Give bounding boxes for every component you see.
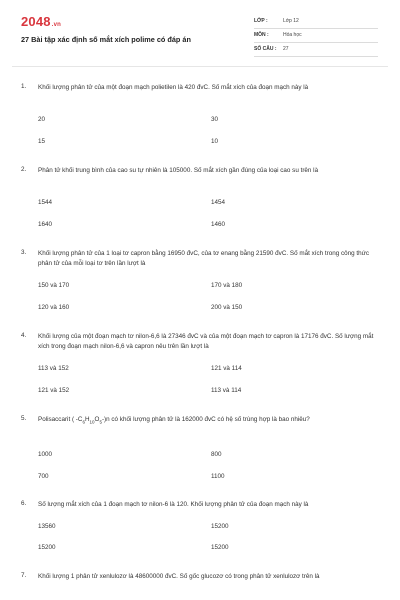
question-text: Phân tử khối trung bình của cao su tự nhiên là 105000. Số mắt xích gần đúng của loại cao su trên là — [38, 167, 319, 174]
option-b[interactable]: 30 — [211, 116, 219, 123]
meta-row-class — [254, 15, 378, 29]
question-text-part: H — [84, 416, 90, 423]
option-c[interactable]: 15200 — [38, 544, 56, 551]
question-text: Khối lượng 1 phân tử xenlulozơ là 48600000 đvC. Số gốc glucozơ có trong phân tử xenlulozơ trên là — [38, 573, 320, 580]
option-d[interactable]: 113 và 114 — [211, 387, 242, 394]
question-number: 3. — [21, 249, 27, 256]
meta-value: Hóa học — [283, 32, 302, 38]
document-meta — [254, 15, 378, 57]
meta-value: Lớp 12 — [283, 18, 299, 24]
document-header — [0, 0, 400, 66]
option-a[interactable]: 13560 — [38, 523, 56, 530]
option-c[interactable]: 1640 — [38, 221, 53, 228]
formula-subscript: 5 — [99, 419, 102, 425]
question-number: 4. — [21, 332, 27, 339]
option-a[interactable]: 1000 — [38, 451, 53, 458]
question-number: 6. — [21, 500, 27, 507]
question-number: 7. — [21, 572, 27, 579]
question-text-part: -)n có khối lượng phân tử là 162000 đvC có hệ số trùng hợp là bao nhiêu? — [101, 416, 310, 423]
option-a[interactable]: 1544 — [38, 199, 53, 206]
meta-key: LỚP : — [254, 18, 268, 24]
meta-row-subject — [254, 29, 378, 43]
site-logo[interactable] — [21, 14, 61, 29]
formula-subscript: 6 — [82, 419, 85, 425]
question-text: Số lượng mắt xích của 1 đoạn mạch tơ nilon-6 là 120. Khối lượng phân tử của đoạn mạch này là — [38, 501, 309, 508]
option-b[interactable]: 15200 — [211, 523, 229, 530]
question-text — [38, 415, 380, 427]
option-a[interactable]: 150 và 170 — [38, 282, 70, 289]
question-number: 1. — [21, 83, 27, 90]
option-d[interactable]: 1460 — [211, 221, 226, 228]
option-c[interactable]: 121 và 152 — [38, 387, 70, 394]
option-b[interactable]: 121 và 114 — [211, 365, 242, 372]
option-a[interactable]: 113 và 152 — [38, 365, 69, 372]
meta-value: 27 — [283, 46, 289, 52]
question-text-part: Polisaccarit ( -C — [38, 416, 83, 423]
question-text: Khối lượng phân tử của một đoạn mạch polietilen là 420 đvC. Số mắt xích của đoạn mạch này là — [38, 84, 309, 91]
option-d[interactable]: 200 và 150 — [211, 304, 243, 311]
option-d[interactable]: 10 — [211, 138, 219, 145]
document-title: 27 Bài tập xác định số mắt xích polime có đáp án — [21, 35, 191, 44]
option-c[interactable]: 120 và 160 — [38, 304, 70, 311]
logo-suffix: .vn — [51, 22, 62, 28]
question-text: Khối lượng của một đoạn mạch tơ nilon-6,6 là 27346 đvC và của một đoạn mạch tơ capron là 17176 đvC. Số lượng mắt xích trong đoạn mạch nilon-6,6 và capron nêu trên lần lượt là — [38, 333, 374, 350]
option-b[interactable]: 170 và 180 — [211, 282, 243, 289]
option-d[interactable]: 15200 — [211, 544, 229, 551]
option-d[interactable]: 1100 — [211, 473, 225, 480]
meta-row-count — [254, 43, 378, 57]
option-b[interactable]: 800 — [211, 451, 222, 458]
question-number: 5. — [21, 415, 27, 422]
option-b[interactable]: 1454 — [211, 199, 226, 206]
question-number: 2. — [21, 166, 27, 173]
option-c[interactable]: 700 — [38, 473, 49, 480]
header-divider — [12, 66, 388, 67]
formula-subscript: 10 — [89, 419, 95, 425]
option-a[interactable]: 20 — [38, 116, 46, 123]
question-text: Khối lượng phân tử của 1 loại tơ capron bằng 16950 đvC, của tơ enang bằng 21590 đvC. Số mắt xích trong công thức phân tử của mỗi loại tơ trên lần lượt là — [38, 250, 369, 267]
option-c[interactable]: 15 — [38, 138, 46, 145]
question-text-part: O — [94, 416, 100, 423]
meta-key: MÔN : — [254, 32, 269, 38]
logo-text: 2048 — [21, 14, 51, 29]
meta-key: SỐ CÂU : — [254, 46, 277, 52]
